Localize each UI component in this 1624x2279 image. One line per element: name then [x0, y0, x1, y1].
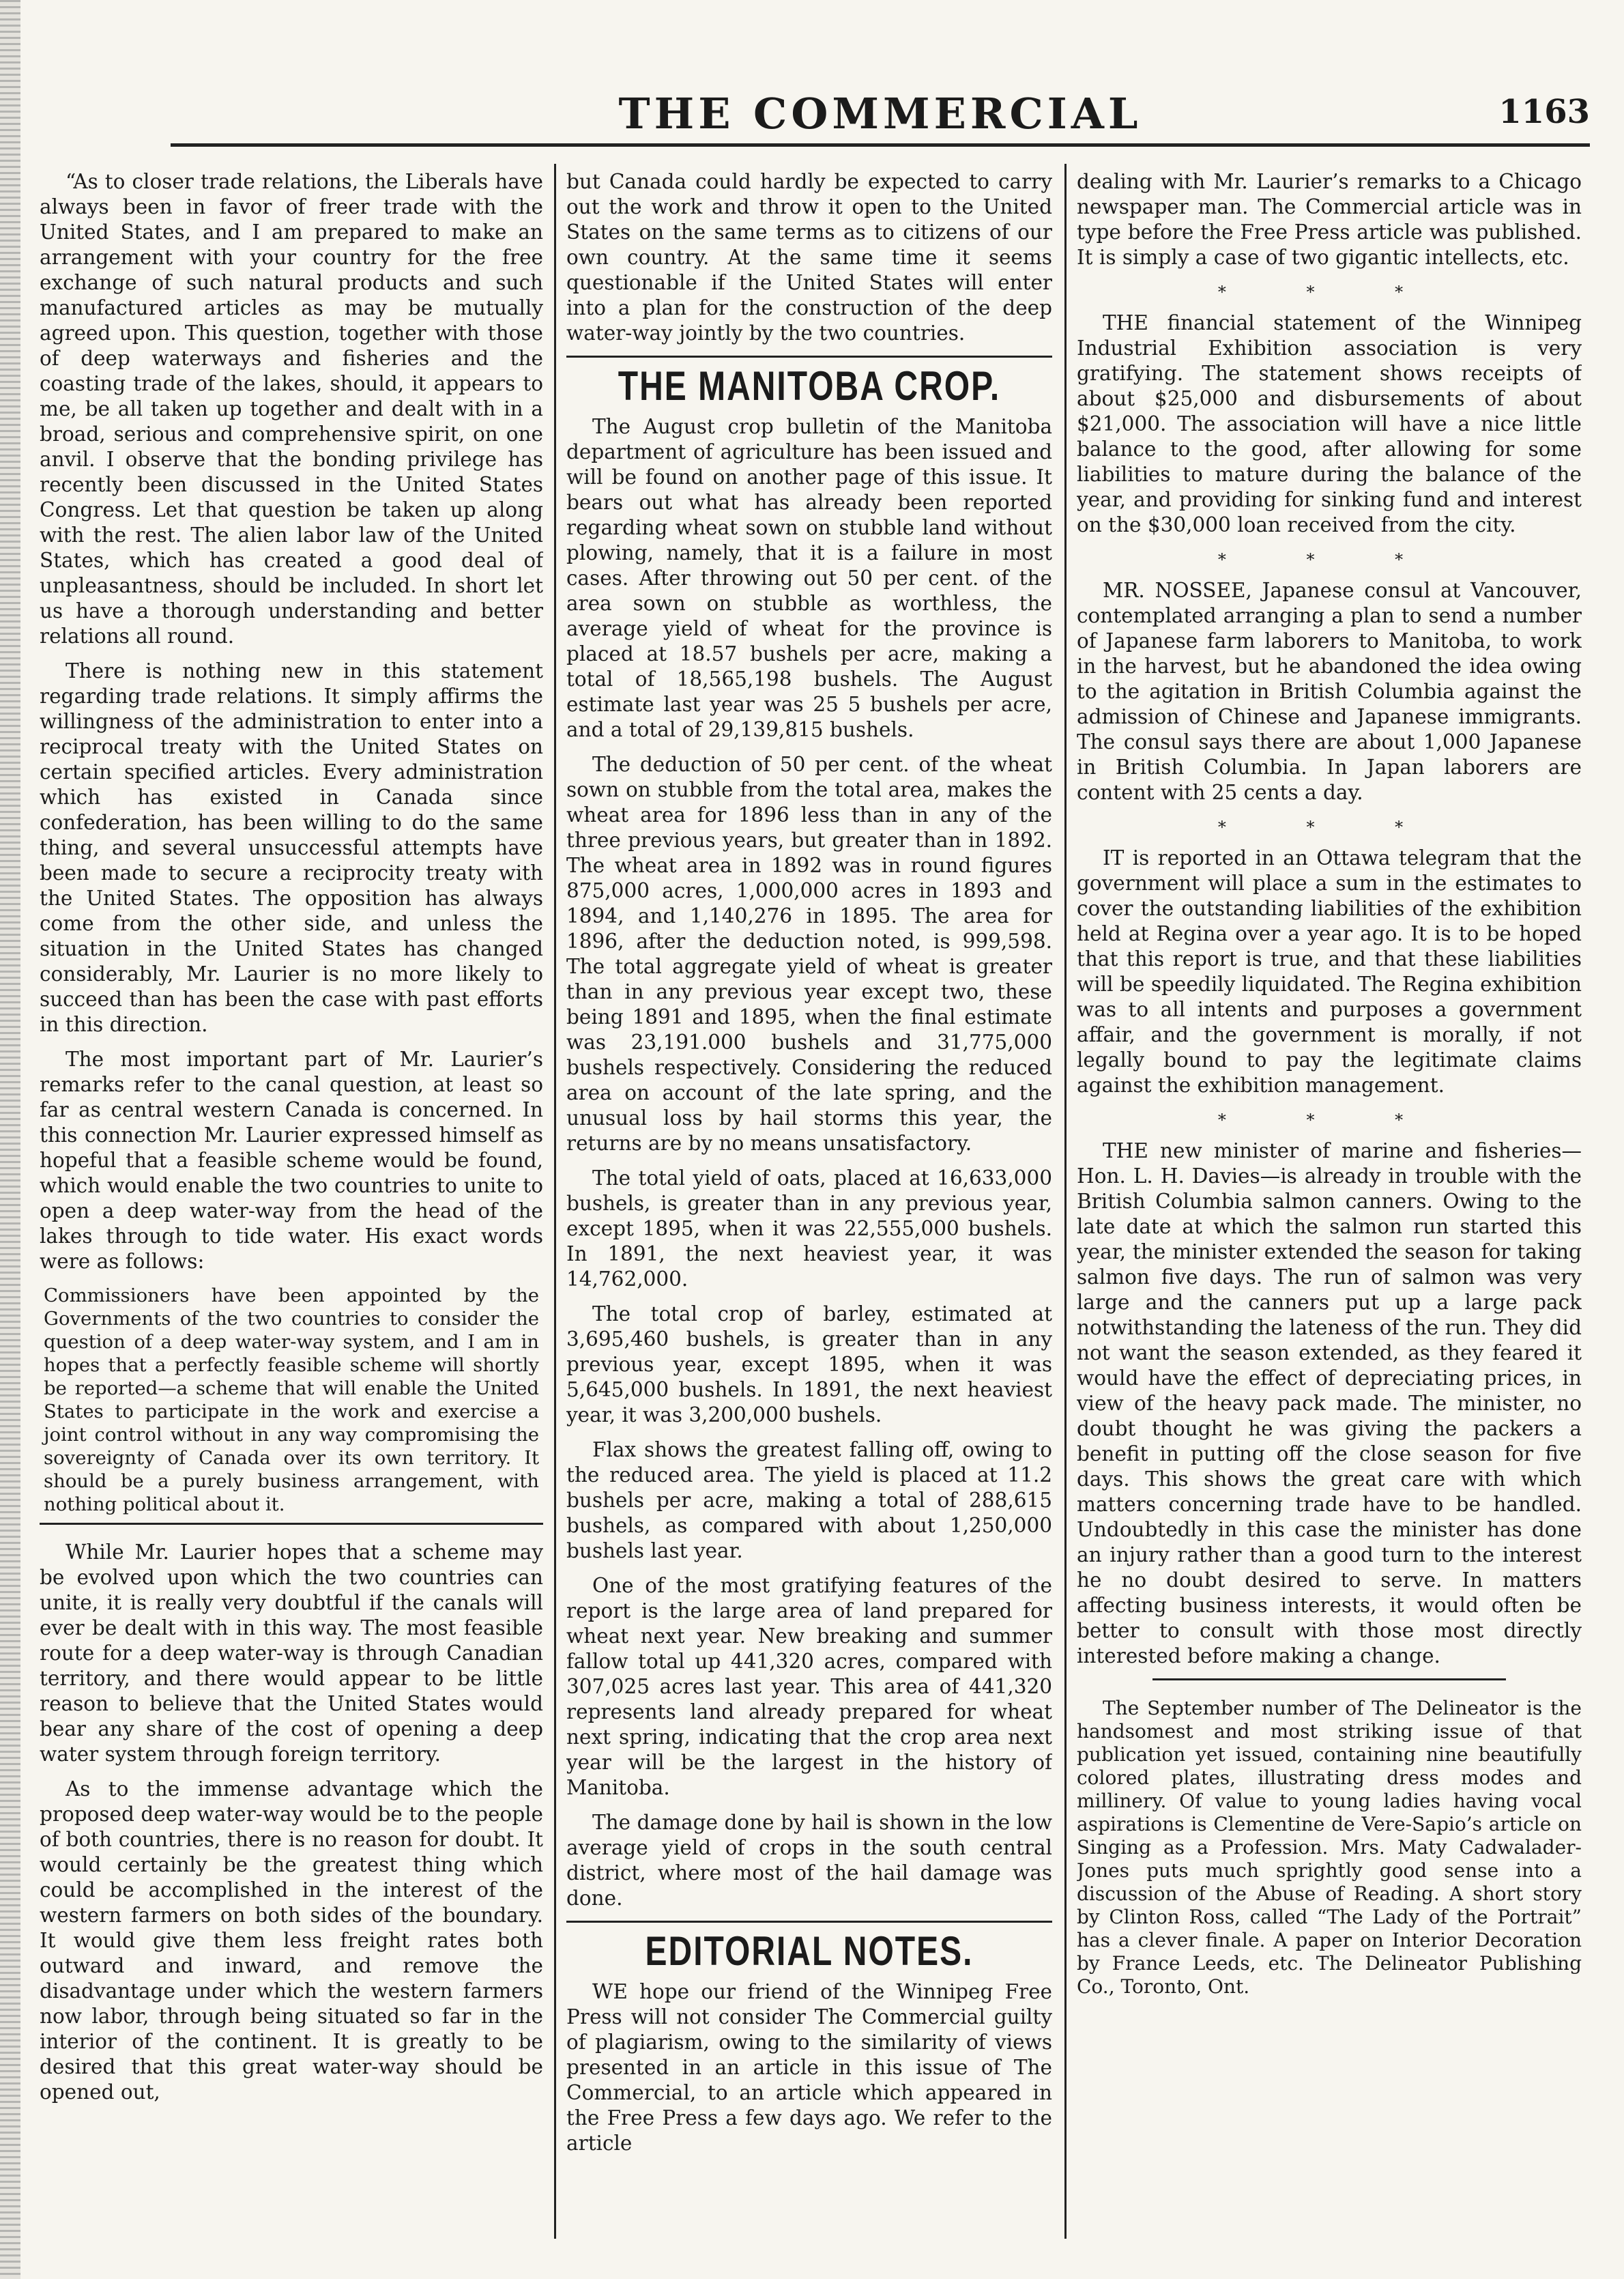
article-paragraph: THE financial statement of the Winnipeg Industrial Exhibition association is very gratifying. The statement shows receipts of about $25,000 and disbursements of about $21,000. The association will have a nice little balance to the good, after allowing for some liabilities to mature during the balance of the year, and providing for sinking fund and interest on the $30,000 loan received from the city. — [1077, 311, 1582, 536]
page-number: 1163 — [1498, 93, 1590, 131]
divider — [566, 356, 1052, 358]
divider — [40, 1523, 543, 1525]
article-paragraph: The September number of The Delineator is the handsomest and most striking issue of that publication yet issued, containing nine beautifully colored plates, illustrating dress modes and millinery. Of value to young ladies having vocal aspirations is Clementine de Vere-Sapio’s article on Singing as a Profession. Mrs. Maty Cadwalader-Jones puts much sprightly good sense into a discussion of the Abuse of Reading. A short story by Clinton Ross, called “The Lady of the Portrait” has a clever finale. A paper on Interior Decoration by France Leeds, etc. The Delineator Publishing Co., Toronto, Ont. — [1077, 1697, 1582, 1998]
article-paragraph: The damage done by hail is shown in the low average yield of crops in the south central district, where most of the hail damage was done. — [566, 1811, 1052, 1910]
masthead — [171, 89, 1590, 147]
block-quote — [40, 1284, 543, 1516]
article-paragraph: There is nothing new in this statement regarding trade relations. It simply affirms the willingness of the administration to enter into a reciprocal treaty with the United States on certain specified articles. Every administration which has existed in Canada since confederation, has been willing to do the same thing, and several unsuccessful attempts have been made to secure a reciprocity treaty with the United States. The opposition has always come from the other side, and unless the situation in the United States has changed considerably, Mr. Laurier is no more likely to succeed than has been the case with past efforts in this direction. — [40, 659, 543, 1036]
article-paragraph: The total crop of barley, estimated at 3,695,460 bushels, is greater than in any previous year, except 1895, when it was 5,645,000 bushels. In 1891, the next heaviest year, it was 3,200,000 bushels. — [566, 1302, 1052, 1427]
column-2 — [566, 169, 1052, 2231]
column-rule — [554, 164, 556, 2239]
section-separator-stars: * * * — [1217, 1110, 1441, 1130]
newspaper-title: THE COMMERCIAL — [618, 89, 1142, 139]
section-heading: THE MANITOBA CROP. — [618, 364, 1001, 410]
article-paragraph: Flax shows the greatest falling off, owing to the reduced area. The yield is placed at 11.2 bushels per acre, making a total of 288,615 bushels, as compared with about 1,250,000 bushels last year. — [566, 1438, 1052, 1562]
article-paragraph: The total yield of oats, placed at 16,633,000 bushels, is greater than in any previous year, except 1895, when it was 22,555,000 bushels. In 1891, the next heaviest year, it was 14,762,000. — [566, 1166, 1052, 1291]
article-paragraph: The most important part of Mr. Laurier’s remarks refer to the canal question, at least so far as central western Canada is concerned. In this connection Mr. Laurier expressed himself as hopeful that a feasible scheme would be found, which would enable the two countries to unite to open a deep water-way from the head of the lakes through to tide water. His exact words were as follows: — [40, 1048, 543, 1273]
article-paragraph: THE new minister of marine and fisheries—Hon. L. H. Davies—is already in trouble with the British Columbia salmon canners. Owing to the late date at which the salmon run started this year, the minister extended the season for taking salmon five days. The run of salmon was very large and the canners put up a large pack notwithstanding the lateness of the run. They did not want the season extended, as they feared it would have the effect of depreciating prices, in view of the heavy pack made. The minister, no doubt thought he was giving the packers a benefit in putting off the close season for five days. This shows the great care with which matters concerning trade have to be handled. Undoubtedly in this case the minister has done an injury rather than a good turn to the interest he no doubt desired to serve. In matters affecting business interests, it would often be better to consult with those most directly interested before making a change. — [1077, 1139, 1582, 1667]
section-separator-stars: * * * — [1217, 550, 1441, 569]
column-1 — [40, 169, 543, 2231]
column-3 — [1077, 169, 1582, 2231]
column-rule — [1064, 164, 1067, 2239]
divider — [566, 1921, 1052, 1923]
article-paragraph: One of the most gratifying features of the report is the large area of land prepared for wheat next year. New breaking and summer fallow total up 441,320 acres, compared with 307,025 acres last year. This area of 441,320 represents land already prepared for wheat next spring, indicating that the crop area next year will be the largest in the history of Manitoba. — [566, 1574, 1052, 1799]
block-quote-text: Commissioners have been appointed by the Governments of the two countries to consider the question of a deep water-way system, and I am in hopes that a perfectly feasible scheme will shortly be reported—a scheme that will enable the United States to participate in the work and exercise a joint control without in any way compromising the sovereignty of Canada over its own territory. It should be a purely business arrangement, with nothing political about it. — [44, 1285, 539, 1515]
quote-paragraph: “As to closer trade relations, the Liberals have always been in favor of freer trade with the United States, and I am prepared to make an arrangement with your country for the free exchange of such natural products and such manufactured articles as may be mutually agreed upon. This question, together with those of deep waterways and fisheries and the coasting trade of the lakes, should, it appears to me, be all taken up together and dealt with in a broad, serious and comprehensive spirit, on one anvil. I observe that the bonding privilege has recently been discussed in the United States Congress. Let that question be taken up along with the rest. The alien labor law of the United States, which has created a good deal of unpleasantness, should be included. In short let us have a thorough understanding and better relations all round. — [40, 170, 543, 648]
article-paragraph: As to the immense advantage which the proposed deep water-way would be to the people of both countries, there is no reason for doubt. It would certainly be the greatest thing which could be accomplished in the interest of the western farmers on both sides of the boundary. It would give them less freight rates both outward and inward, and remove the disadvantage under which the western farmers now labor, through being situated so far in the interior of the continent. It is greatly to be desired that this great water-way should be opened out, — [40, 1777, 543, 2104]
article-paragraph: The deduction of 50 per cent. of the wheat sown on stubble from the total area, makes the wheat area for 1896 less than in any of the three previous years, but greater than in 1892. The wheat area in 1892 was in round figures 875,000 acres, 1,000,000 acres in 1893 and 1894, and 1,140,276 in 1895. The area for 1896, after the deduction noted, is 999,598. The total aggregate yield of wheat is greater than in any previous year except two, these being 1891 and 1895, when the final estimate was 23,191.000 bushels and 31,775,000 bushels respectively. Considering the reduced area on account of the late spring, and the unusual loss by hail storms this year, the returns are by no means unsatisfactory. — [566, 753, 1052, 1155]
section-separator-stars: * * * — [1217, 818, 1441, 837]
article-paragraph: WE hope our friend of the Winnipeg Free Press will not consider The Commercial guilty of plagiarism, owing to the similarity of views presented in an article in this issue of The Commercial, to an article which appeared in the Free Press a few days ago. We refer to the article — [566, 1980, 1052, 2155]
divider — [1152, 1678, 1506, 1680]
section-heading: EDITORIAL NOTES. — [645, 1929, 974, 1975]
page-binding-edge — [0, 0, 20, 2279]
article-paragraph: dealing with Mr. Laurier’s remarks to a Chicago newspaper man. The Commercial article was in type before the Free Press article was published. It is simply a case of two gigantic intellects, etc. — [1077, 170, 1582, 269]
article-paragraph: MR. NOSSEE, Japanese consul at Vancouver, contemplated arranging a plan to send a number of Japanese farm laborers to Manitoba, to work in the harvest, but he abandoned the idea owing to the agitation in British Columbia against the admission of Chinese and Japanese immigrants. The consul says there are about 1,000 Japanese in British Columbia. In Japan laborers are content with 25 cents a day. — [1077, 579, 1582, 804]
section-separator-stars: * * * — [1217, 283, 1441, 302]
article-paragraph: IT is reported in an Ottawa telegram that the government will place a sum in the estimates to cover the outstanding liabilities of the exhibition held at Regina over a year ago. It is to be hoped that this report is true, and that these liabilities will be speedily liquidated. The Regina exhibition was to all intents and purposes a government affair, and the government is morally, if not legally bound to pay the legitimate claims against the exhibition management. — [1077, 846, 1582, 1097]
article-paragraph: While Mr. Laurier hopes that a scheme may be evolved upon which the two countries can unite, it is really very doubtful if the canals will ever be dealt with in this way. The most feasible route for a deep water-way is through Canadian territory, and there would appear to be little reason to believe that the United States would bear any share of the cost of opening a deep water system through foreign territory. — [40, 1540, 543, 1766]
article-paragraph: but Canada could hardly be expected to carry out the work and throw it open to the United States on the same terms as to citizens of our own country. At the same time it seems questionable if the United States will enter into a plan for the construction of the deep water-way jointly by the two countries. — [566, 170, 1052, 345]
article-paragraph: The August crop bulletin of the Manitoba department of agriculture has been issued and will be found on another page of this issue. It bears out what has already been reported regarding wheat sown on stubble land without plowing, namely, that it is a failure in most cases. After throwing out 50 per cent. of the area sown on stubble as worthless, the average yield of wheat for the province is placed at 18.57 bushels per acre, making a total of 18,565,198 bushels. The August estimate last year was 25 5 bushels per acre, and a total of 29,139,815 bushels. — [566, 415, 1052, 741]
